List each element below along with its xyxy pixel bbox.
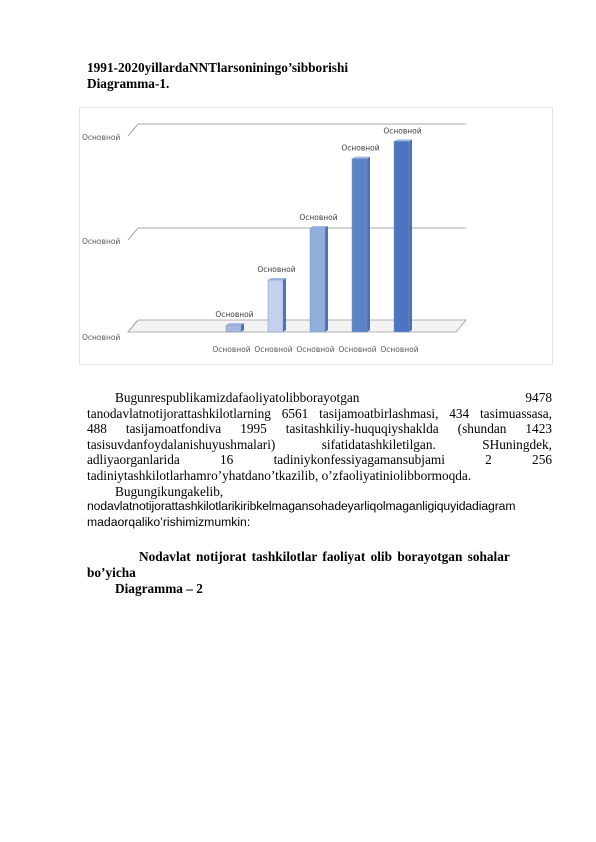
data-label: Основной — [341, 143, 380, 153]
paragraph-line: adliyaorganlarida 16 tadiniykonfessiyagamansubjami 2 256 — [87, 452, 552, 468]
paragraph-line: madaorqaliko’rishimizmumkin: — [87, 514, 251, 529]
gridline — [128, 124, 138, 136]
diagram-label: Diagramma-1. — [87, 76, 170, 91]
bar — [226, 325, 241, 332]
paragraph-line: Bugungikungakelib, — [115, 483, 224, 499]
section-heading — [87, 549, 552, 580]
bar-side — [283, 278, 286, 332]
gridline — [128, 228, 138, 240]
bar-top — [352, 157, 370, 159]
data-label: Основной — [383, 126, 422, 136]
data-label: Основной — [257, 265, 296, 274]
paragraph-line: nodavlatnotijorattashkilotlarikiribkelmagansohadeyarliqolmaganligiquyidadiagram — [87, 499, 516, 514]
x-tick-label: Основной — [254, 345, 293, 354]
paragraph-line: tasisuvdanfoydalanishuyushmalari) sifatidatashkiletilgan. SHuningdek, — [87, 436, 552, 452]
chart-title: 1991-2020yillardaNNTlarsoniningo’sibborishi — [87, 60, 349, 75]
section-heading-line: Nodavlat notijorat tashkilotlar faoliyat olib borayotgan sohalar — [139, 549, 510, 564]
bar-side — [325, 226, 328, 332]
x-tick-label: Основной — [212, 345, 251, 354]
data-label: Основной — [215, 310, 254, 320]
paragraph-line: tanodavlatnotijorattashkilotlarning 6561 tasijamoatbirlashmasi, 434 tasimuassasa, — [87, 405, 552, 421]
bar-side — [409, 139, 412, 332]
x-tick-label: Основной — [296, 345, 335, 354]
paragraph-statistics — [87, 390, 552, 530]
paragraph-line: tadiniytashkilotlarhamro’yhatdano’tkazilib, o’zfaoliyatiniolibbormoqda. — [87, 467, 472, 483]
y-tick-label: Основной — [82, 333, 121, 342]
bar — [352, 159, 367, 332]
paragraph-line: Bugunrespublikamizdafaoliyatolibborayotgan 9478 — [115, 390, 552, 405]
section-heading-line: bo’yicha — [87, 564, 136, 580]
bar — [310, 228, 325, 332]
bar — [394, 141, 409, 332]
bar-top — [268, 278, 286, 280]
bar — [268, 280, 283, 332]
bar-top — [310, 226, 328, 228]
data-label: Основной — [299, 213, 338, 222]
y-tick-label: Основной — [82, 237, 121, 246]
bar-top — [226, 323, 244, 325]
bar-top — [394, 139, 412, 141]
chart-floor — [128, 320, 466, 332]
bar-side — [367, 157, 370, 332]
diagram-2-label: Diagramma – 2 — [115, 581, 203, 596]
y-tick-label: Основной — [82, 133, 121, 142]
x-tick-label: Основной — [338, 345, 377, 354]
x-tick-label: Основной — [380, 345, 419, 354]
bar-chart — [79, 107, 553, 365]
paragraph-line: 488 tasijamoatfondiva 1995 tasitashkiliy-huquqiyshaklda (shundan 1423 — [87, 421, 552, 437]
